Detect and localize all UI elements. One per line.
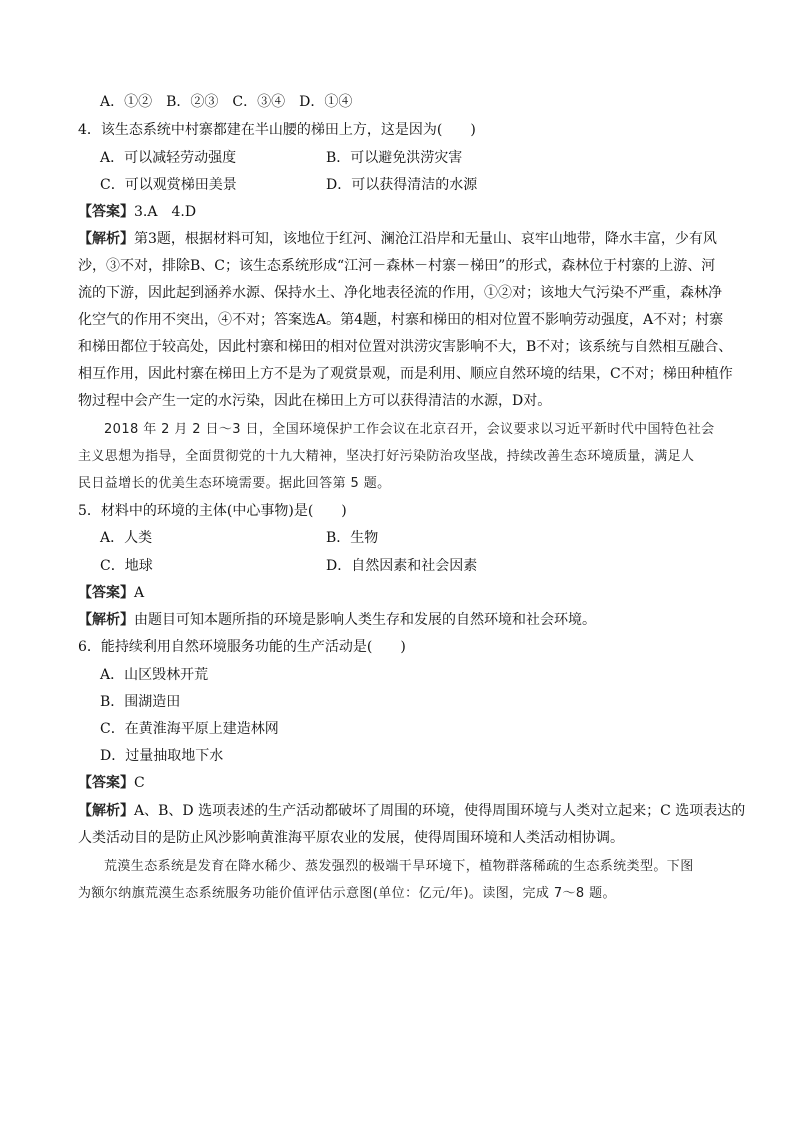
question-5: 5．材料中的环境的主体(中心事物)是( ) bbox=[78, 503, 347, 519]
answer-text: A bbox=[134, 585, 145, 601]
material-5-line-1: 2018 年 2 月 2 日～3 日，全国环境保护工作会议在北京召开，会议要求以习近平新时代中国特色社会 bbox=[104, 422, 715, 437]
q6-option-a: A．山区毁林开荒 bbox=[100, 667, 209, 683]
answer-5 bbox=[78, 583, 144, 603]
answer-text: 3.A 4.D bbox=[134, 204, 197, 220]
q5-option-a: A．人类 bbox=[100, 530, 153, 546]
material-5-line-2: 主义思想为指导，全面贯彻党的十九大精神，坚决打好污染防治攻坚战，持续改善生态环境质量，满足人 bbox=[78, 449, 695, 464]
explanation-6-line-2: 人类活动目的是防止风沙影响黄淮海平原农业的发展，使得周围环境和人类活动相协调。 bbox=[78, 830, 624, 846]
q5-option-c: C．地球 bbox=[100, 558, 153, 574]
explanation-3-4-line-4: 化空气的作用不突出，④不对；答案选A。第4题，村寨和梯田的相对位置不影响劳动强度，A不对；村寨 bbox=[78, 312, 724, 328]
material-5-line-3: 民日益增长的优美生态环境需要。据此回答第 5 题。 bbox=[78, 476, 391, 491]
explanation-3-4-line-2: 沙，③不对，排除B、C；该生态系统形成“江河－森林－村寨－梯田”的形式，森林位于村寨的上游、河 bbox=[78, 258, 716, 274]
q5-option-b: B．生物 bbox=[326, 530, 379, 546]
answer-tag: 【答案】 bbox=[78, 204, 134, 220]
explanation-3-4-line-7: 物过程中会产生一定的水污染，因此在梯田上方可以获得清洁的水源，D对。 bbox=[78, 393, 552, 409]
q6-option-b: B．围湖造田 bbox=[100, 694, 181, 710]
explanation-3-4-line-3: 流的下游，因此起到涵养水源、保持水土、净化地表径流的作用，①②对；该地大气污染不严重，森林净 bbox=[78, 285, 722, 301]
q6-option-d: D．过量抽取地下水 bbox=[100, 748, 224, 764]
answer-6 bbox=[78, 773, 145, 793]
explanation-tag: 【解析】 bbox=[78, 612, 134, 628]
answer-tag: 【答案】 bbox=[78, 775, 134, 791]
q4-option-a: A．可以减轻劳动强度 bbox=[100, 150, 237, 166]
explanation-3-4-line-1 bbox=[78, 229, 717, 249]
material-7-8-line-1: 荒漠生态系统是发育在降水稀少、蒸发强烈的极端干旱环境下，植物群落稀疏的生态系统类型。下图 bbox=[104, 859, 694, 874]
explanation-3-4-line-5: 和梯田都位于较高处，因此村寨和梯田的相对位置对洪涝灾害影响不大，B不对；该系统与自然相互融合、 bbox=[78, 339, 733, 355]
explanation-text: 由题目可知本题所指的环境是影响人类生存和发展的自然环境和社会环境。 bbox=[134, 612, 596, 628]
q4-option-d: D．可以获得清洁的水源 bbox=[326, 177, 478, 193]
q4-option-c: C．可以观赏梯田美景 bbox=[100, 177, 237, 193]
explanation-6-line-1 bbox=[78, 801, 745, 821]
material-7-8-line-2: 为额尔纳旗荒漠生态系统服务功能价值评估示意图(单位：亿元/年)。读图，完成 7～8 题。 bbox=[78, 886, 616, 901]
q4-option-b: B．可以避免洪涝灾害 bbox=[326, 150, 463, 166]
answer-tag: 【答案】 bbox=[78, 585, 134, 601]
explanation-text: 第3题，根据材料可知，该地位于红河、澜沧江沿岸和无量山、哀牢山地带，降水丰富，少有风 bbox=[134, 231, 717, 247]
q6-option-c: C．在黄淮海平原上建造林网 bbox=[100, 721, 279, 737]
question-6: 6．能持续利用自然环境服务功能的生产活动是( ) bbox=[78, 639, 406, 655]
explanation-3-4-line-6: 相互作用，因此村寨在梯田上方不是为了观赏景观，而是利用、顺应自然环境的结果，C不对；梯田种植作 bbox=[78, 366, 733, 382]
explanation-tag: 【解析】 bbox=[78, 803, 134, 819]
question-4: 4．该生态系统中村寨都建在半山腰的梯田上方，这是因为( ) bbox=[78, 122, 476, 138]
answer-3-4 bbox=[78, 202, 196, 222]
q5-option-d: D．自然因素和社会因素 bbox=[326, 558, 478, 574]
explanation-text: A、B、D 选项表述的生产活动都破坏了周围的环境，使得周围环境与人类对立起来；C 选项表达的 bbox=[134, 803, 746, 819]
explanation-tag: 【解析】 bbox=[78, 231, 134, 247]
answer-text: C bbox=[134, 775, 145, 791]
q3-options: A．①② B．②③ C．③④ D．①④ bbox=[100, 94, 353, 110]
explanation-5 bbox=[78, 610, 596, 630]
